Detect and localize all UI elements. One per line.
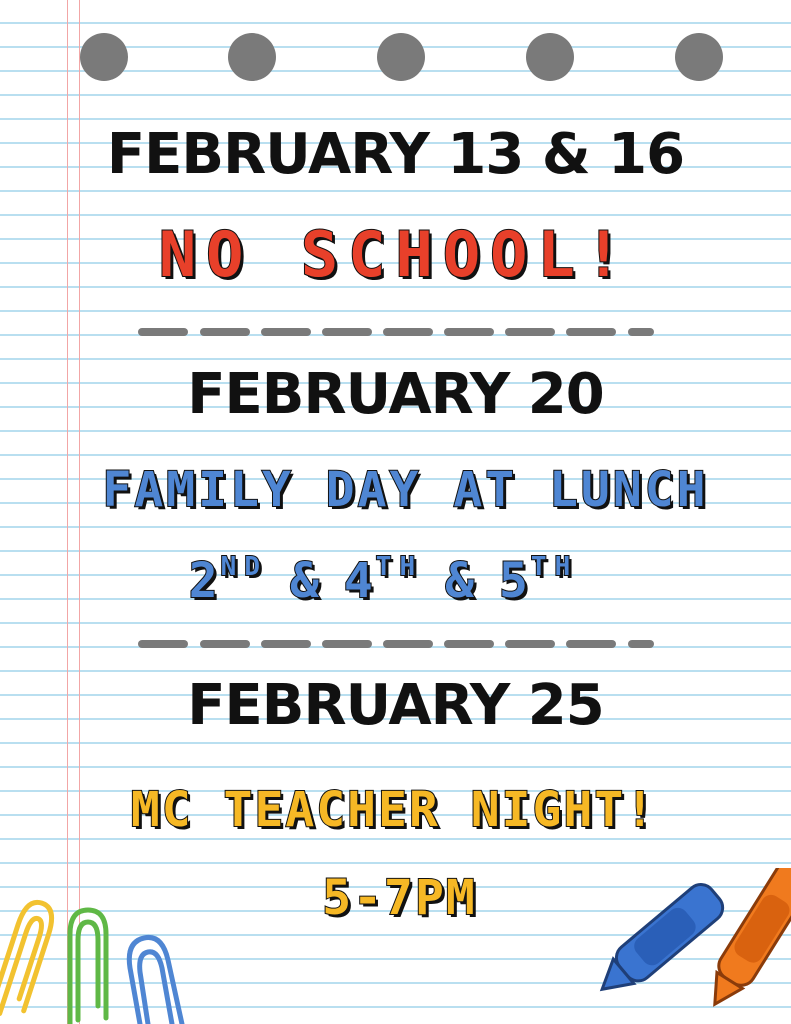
binder-hole xyxy=(675,33,723,81)
event3-title: MC TEACHER NIGHT! xyxy=(130,782,657,838)
ampersand: & xyxy=(289,553,322,609)
ampersand: & xyxy=(445,553,478,609)
grade-fourth: 4TH xyxy=(343,552,424,609)
paper-clip-yellow-icon xyxy=(0,888,58,1024)
event3-time: 5-7PM xyxy=(322,870,477,926)
event2-date: FEBRUARY 20 xyxy=(187,362,604,427)
event1-title: NO SCHOOL! xyxy=(158,218,633,291)
paper-clip-green-icon xyxy=(62,906,114,1024)
paper-clip-blue-icon xyxy=(120,928,200,1024)
orange-crayon-icon xyxy=(690,868,791,1024)
grade-second: 2ND xyxy=(188,552,268,609)
divider xyxy=(138,640,654,648)
event2-title: FAMILY DAY AT LUNCH xyxy=(102,462,709,518)
event1-date: FEBRUARY 13 & 16 xyxy=(106,122,685,187)
event3-date: FEBRUARY 25 xyxy=(187,673,604,738)
grade-fifth: 5TH xyxy=(499,552,579,609)
event2-grades xyxy=(0,552,779,609)
binder-hole xyxy=(80,33,128,81)
binder-hole xyxy=(526,33,574,81)
divider xyxy=(138,328,654,336)
binder-hole xyxy=(377,33,425,81)
binder-hole xyxy=(228,33,276,81)
